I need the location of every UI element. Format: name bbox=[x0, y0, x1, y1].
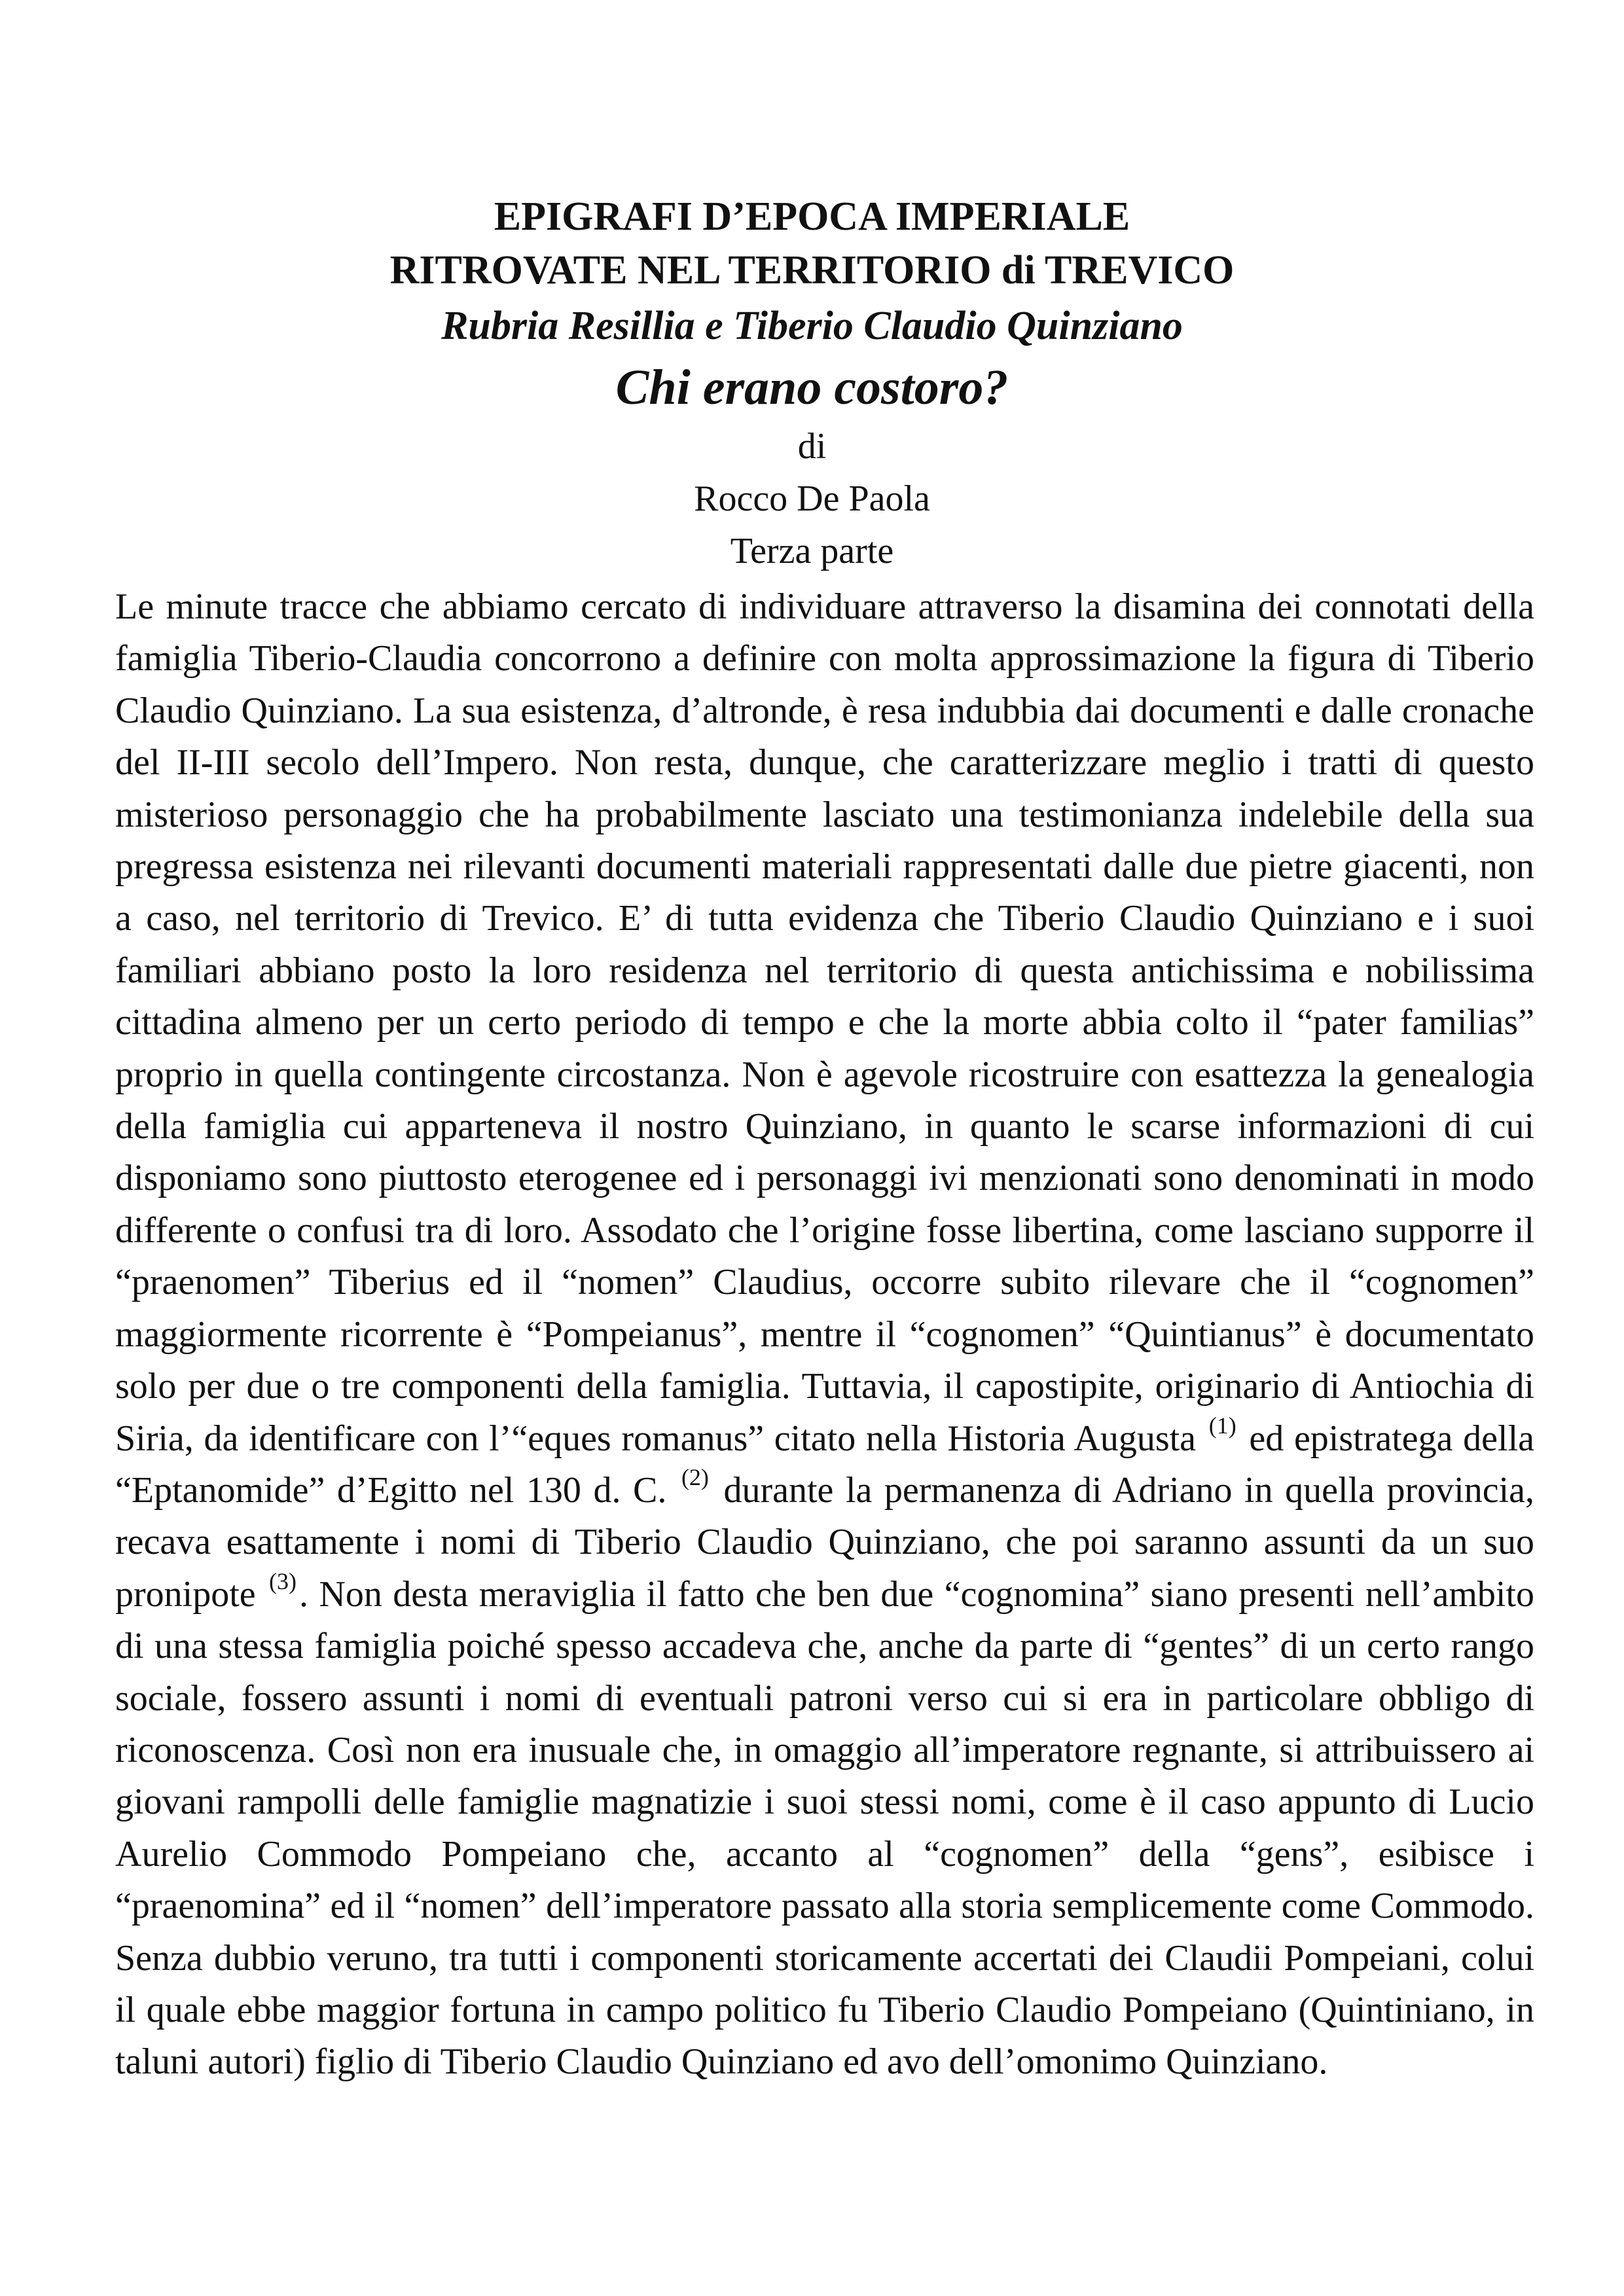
body-text bbox=[115, 581, 1534, 2089]
author-name: Rocco De Paola bbox=[694, 478, 930, 519]
byline-di: di bbox=[797, 426, 827, 467]
title-line-1: EPIGRAFI D’EPOCA IMPERIALE bbox=[494, 194, 1130, 239]
subtitle: Rubria Resillia e Tiberio Claudio Quinziano bbox=[441, 304, 1183, 348]
body-segment-1: Le minute tracce che abbiamo cercato di individuare attraverso la disamina dei connotati della famiglia Tiberio-Claudia concorrono a definire con molta approssimazione la figura di Tiberio Claudio Quinziano. La sua esistenza, d’altronde, è resa indubbia dai documenti e dalle cronache del II-III secolo dell’Impero. Non resta, dunque, che caratterizzare meglio i tratti di questo misterioso personaggio che ha probabilmente lasciato una testimonianza indelebile della sua pregressa esistenza nei rilevanti documenti materiali rappresentati dalle due pietre giacenti, non a caso, nel territorio di Trevico. E’ di tutta evidenza che Tiberio Claudio Quinziano e i suoi familiari abbiano posto la loro residenza nel territorio di questa antichissima e nobilissima cittadina almeno per un certo periodo di tempo e che la morte abbia colto il “pater familias” proprio in quella contingente circostanza. Non è agevole ricostruire con esattezza la genealogia della famiglia cui apparteneva il nostro Quinziano, in quanto le scarse informazioni di cui disponiamo sono piuttosto eterogenee ed i personaggi ivi menzionati sono denominati in modo differente o confusi tra di loro. Assodato che l’origine fosse libertina, come lasciano supporre il “praenomen” Tiberius ed il “nomen” Claudius, occorre subito rilevare che il “cognomen” maggiormente ricorrente è “Pompeianus”, mentre il “cognomen” “Quintianus” è documentato solo per due o tre componenti della famiglia. Tuttavia, il capostipite, originario di Antiochia di Siria, da identificare con l’“eques romanus” citato nella Historia Augusta bbox=[115, 586, 1534, 1459]
body-paragraph bbox=[115, 581, 1534, 2089]
article-header bbox=[98, 190, 1526, 577]
question-heading: Chi erano costoro? bbox=[615, 360, 1009, 415]
body-segment-3: durante la permanenza di Adriano in quella provincia, recava esattamente i nomi di Tiberio Claudio Quinziano, che poi saranno assunti da un suo pronipote bbox=[115, 1469, 1535, 1615]
body-segment-2: ed epistratega della “Eptanomide” d’Egitto nel 130 d. C. bbox=[115, 1418, 1534, 1511]
footnote-ref-1: (1) bbox=[1208, 1412, 1236, 1439]
title-line-2: RITROVATE NEL TERRITORIO di TREVICO bbox=[389, 248, 1235, 293]
part-label: Terza parte bbox=[730, 531, 894, 571]
footnote-ref-3: (3) bbox=[269, 1568, 297, 1594]
body-segment-4: . Non desta meraviglia il fatto che ben due “cognomina” siano presenti nell’ambito di una stessa famiglia poiché spesso accadeva che, anche da parte di “gentes” di un certo rango sociale, fossero assunti i nomi di eventuali patroni verso cui si era in particolare obbligo di riconoscenza. Così non era inusuale che, in omaggio all’imperatore regnante, si attribuissero ai giovani rampolli delle famiglie magnatizie i suoi stessi nomi, come è il caso appunto di Lucio Aurelio Commodo Pompeiano che, accanto al “cognomen” della “gens”, esibisce i “praenomina” ed il “nomen” dell’imperatore passato alla storia semplicemente come Commodo. Senza dubbio veruno, tra tutti i componenti storicamente accertati dei Claudii Pompeiani, colui il quale ebbe maggior fortuna in campo politico fu Tiberio Claudio Pompeiano (Quintiniano, in taluni autori) figlio di Tiberio Claudio Quinziano ed avo dell’omonimo Quinziano. bbox=[115, 1573, 1535, 2083]
footnote-ref-2: (2) bbox=[681, 1463, 709, 1490]
